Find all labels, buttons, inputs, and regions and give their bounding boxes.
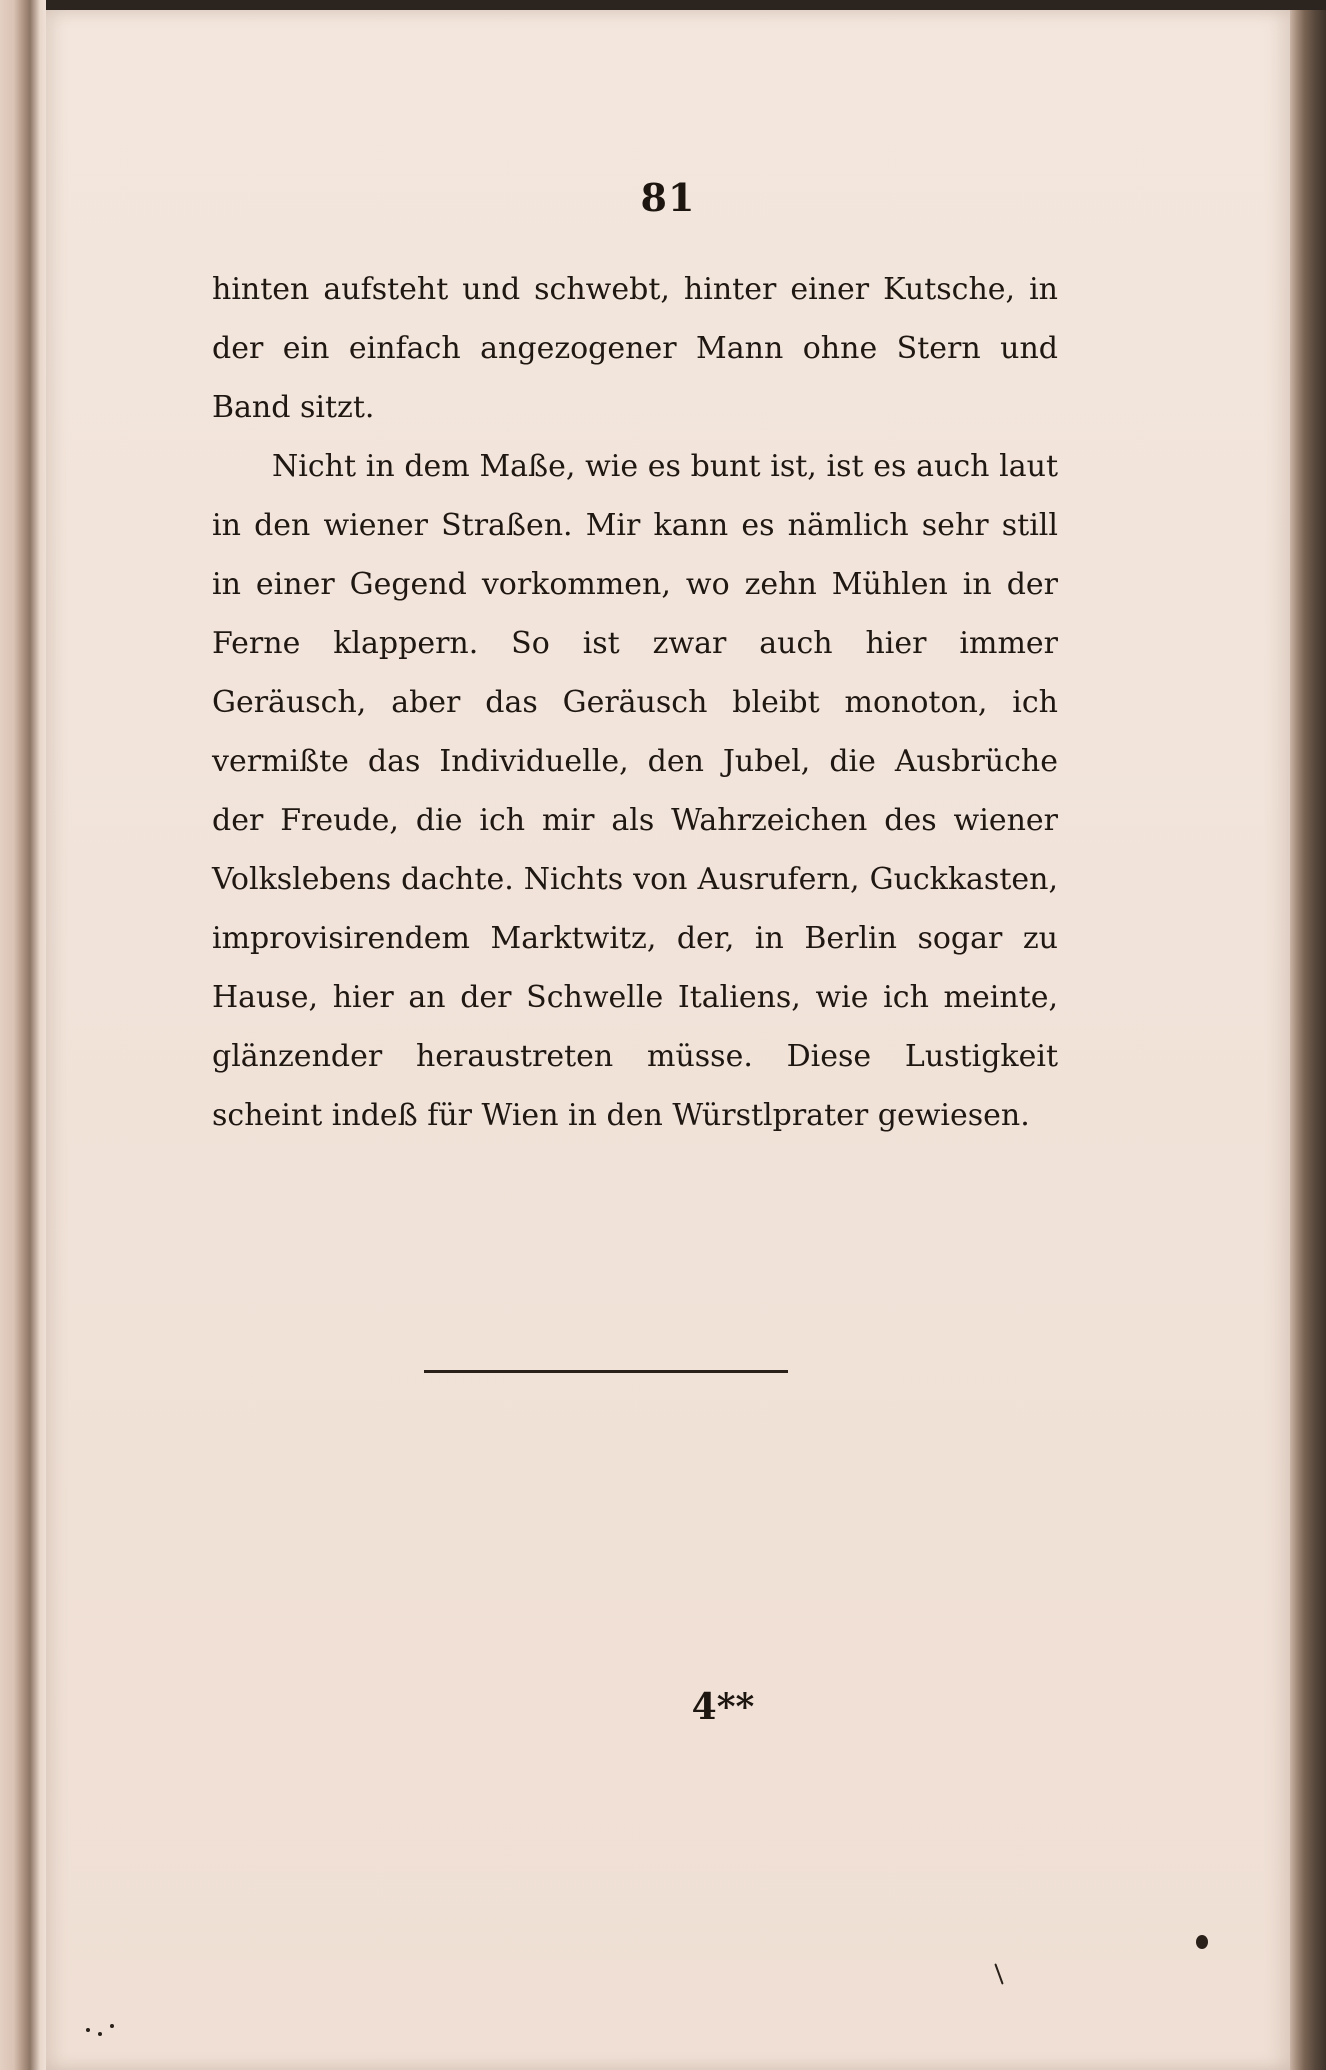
ink-speck (86, 2028, 90, 2032)
paragraph-continuation: hinten aufsteht und schwebt, hinter einer Kutsche, in der ein einfach angezogener Mann ohne Stern und Band sitzt. (212, 272, 1058, 425)
right-page-edges (1290, 10, 1326, 2070)
page-number: 81 (640, 175, 696, 220)
printer-signature-mark: 4** (691, 1686, 755, 1728)
ink-speck (98, 2032, 102, 2036)
ink-speck (110, 2024, 114, 2028)
ink-speck (1196, 1935, 1208, 1949)
paragraph: Nicht in dem Maße, wie es bunt ist, ist es auch laut in den wiener Straßen. Mir kann es nämlich sehr still in einer Gegend vorkommen, wo zehn Mühlen in der Ferne klappern. So ist zwar auch hier immer Geräusch, aber das Geräusch bleibt monoton, ich vermißte das Individuelle, den Jubel, die Ausbrüche der Freude, die ich mir als Wahrzeichen des wiener Volkslebens dachte. Nichts von Ausrufern, Guckkasten, improvisirendem Marktwitz, der, in Berlin sogar zu Hause, hier an der Schwelle Italiens, wie ich meinte, glänzender heraustreten müsse. Diese Lustigkeit scheint indeß für Wien in den Würstlprater gewiesen. (212, 449, 1058, 1133)
page-sheet (46, 10, 1290, 2070)
top-binding-edge (0, 0, 1326, 10)
body-text (212, 260, 1058, 1145)
left-binding-edge (0, 0, 46, 2070)
section-divider-rule (424, 1370, 788, 1373)
ink-speck (994, 1963, 1003, 1984)
